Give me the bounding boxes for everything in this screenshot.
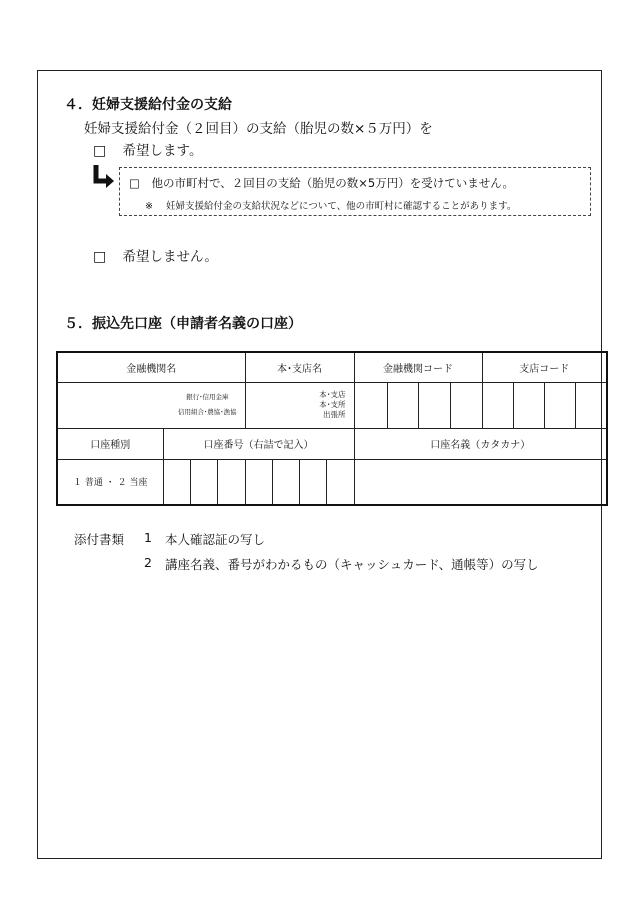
option-no-row[interactable] <box>93 245 218 265</box>
header-account-number: 口座番号（右詰で記入） <box>163 428 354 459</box>
attachment-2-text: 講座名義、番号がわかるもの（キャッシュカード、通帳等）の写し <box>165 557 539 572</box>
header-branch: 本･支店名 <box>245 352 354 382</box>
header-account-type: 口座種別 <box>57 428 163 459</box>
option-yes-label: 希望します。 <box>122 143 203 159</box>
inst-types-2: 信用組合･農協･漁協 <box>178 408 237 416</box>
institution-name-cell[interactable] <box>57 382 245 428</box>
branch-code-digit-2[interactable] <box>513 382 544 428</box>
bent-arrow-icon <box>92 163 116 189</box>
inst-code-digit-4[interactable] <box>450 382 482 428</box>
sub-option-checkbox[interactable]: □ <box>129 176 140 190</box>
inst-code-digit-3[interactable] <box>418 382 450 428</box>
branch-types-2: 本･支所 <box>319 400 346 409</box>
option-yes-checkbox[interactable]: □ <box>93 143 107 159</box>
attachments-label: 添付書類 <box>74 532 125 547</box>
account-number-digit-7[interactable] <box>326 459 354 505</box>
account-number-digit-4[interactable] <box>245 459 272 505</box>
inst-code-digit-1[interactable] <box>354 382 387 428</box>
attachment-1-number: 1 <box>144 530 152 545</box>
branch-code-digit-3[interactable] <box>544 382 575 428</box>
account-number-digit-6[interactable] <box>299 459 326 505</box>
header-institution: 金融機関名 <box>57 352 245 382</box>
option-no-checkbox[interactable]: □ <box>93 249 107 265</box>
branch-types-3: 出張所 <box>323 410 346 419</box>
bank-account-table <box>56 351 608 506</box>
account-number-digit-5[interactable] <box>272 459 299 505</box>
note-text: 妊婦支援給付金の支給状況などについて、他の市町村に確認することがあります。 <box>166 201 517 212</box>
branch-code-digit-1[interactable] <box>482 382 513 428</box>
section5-heading: ５．振込先口座（申請者名義の口座） <box>64 316 302 332</box>
note-row <box>145 198 516 212</box>
account-number-digit-1[interactable] <box>163 459 190 505</box>
sub-option-label: 他の市町村で、２回目の支給（胎児の数×5万円）を受けていません。 <box>151 176 514 190</box>
header-branch-code: 支店コード <box>482 352 607 382</box>
header-inst-code: 金融機関コード <box>354 352 482 382</box>
note-mark: ※ <box>145 201 153 212</box>
branch-types-1: 本･支店 <box>319 390 346 399</box>
inst-types-1: 銀行･信用金庫 <box>186 393 229 401</box>
branch-code-digit-4[interactable] <box>575 382 607 428</box>
account-number-digit-2[interactable] <box>190 459 217 505</box>
attachment-2-number: 2 <box>144 555 152 570</box>
branch-name-cell[interactable] <box>245 382 354 428</box>
section4-intro: 妊婦支援給付金（２回目）の支給（胎児の数×５万円）を <box>84 121 433 137</box>
attachment-1-text: 本人確認証の写し <box>165 532 266 547</box>
sub-option-row[interactable] <box>129 175 514 191</box>
account-type-options[interactable]: １ 普通 ・ ２ 当座 <box>57 459 163 505</box>
account-name-cell[interactable] <box>354 459 607 505</box>
option-no-label: 希望しません。 <box>122 249 218 265</box>
header-account-name: 口座名義（カタカナ） <box>354 428 607 459</box>
account-number-digit-3[interactable] <box>217 459 245 505</box>
inst-code-digit-2[interactable] <box>387 382 418 428</box>
section4-heading: ４．妊婦支援給付金の支給 <box>64 97 232 113</box>
option-yes-row[interactable] <box>93 139 202 159</box>
